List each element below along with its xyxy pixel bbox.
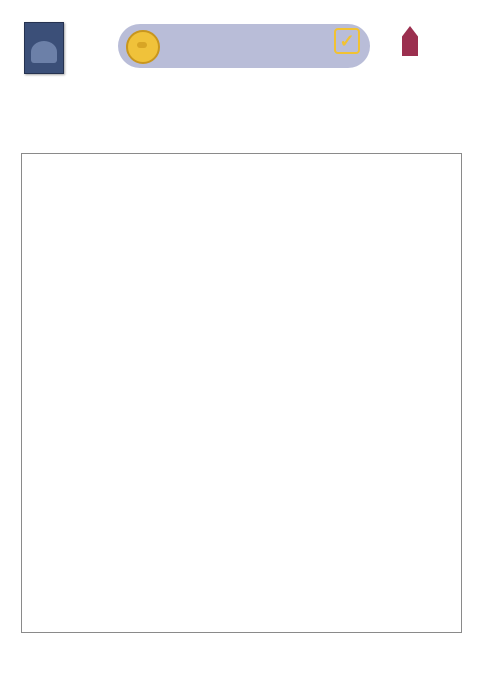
checkmark-icon: ✓ [334, 28, 360, 54]
question-table [21, 153, 462, 633]
book-cover-icon [24, 22, 64, 74]
castle-tower-icon [402, 26, 418, 56]
level-label [388, 58, 434, 64]
piggy-bank-icon [126, 30, 160, 64]
page-header [118, 24, 370, 68]
book-cover-title [27, 29, 61, 34]
book-cover-art [31, 41, 57, 63]
castle-level-icon [388, 22, 434, 70]
